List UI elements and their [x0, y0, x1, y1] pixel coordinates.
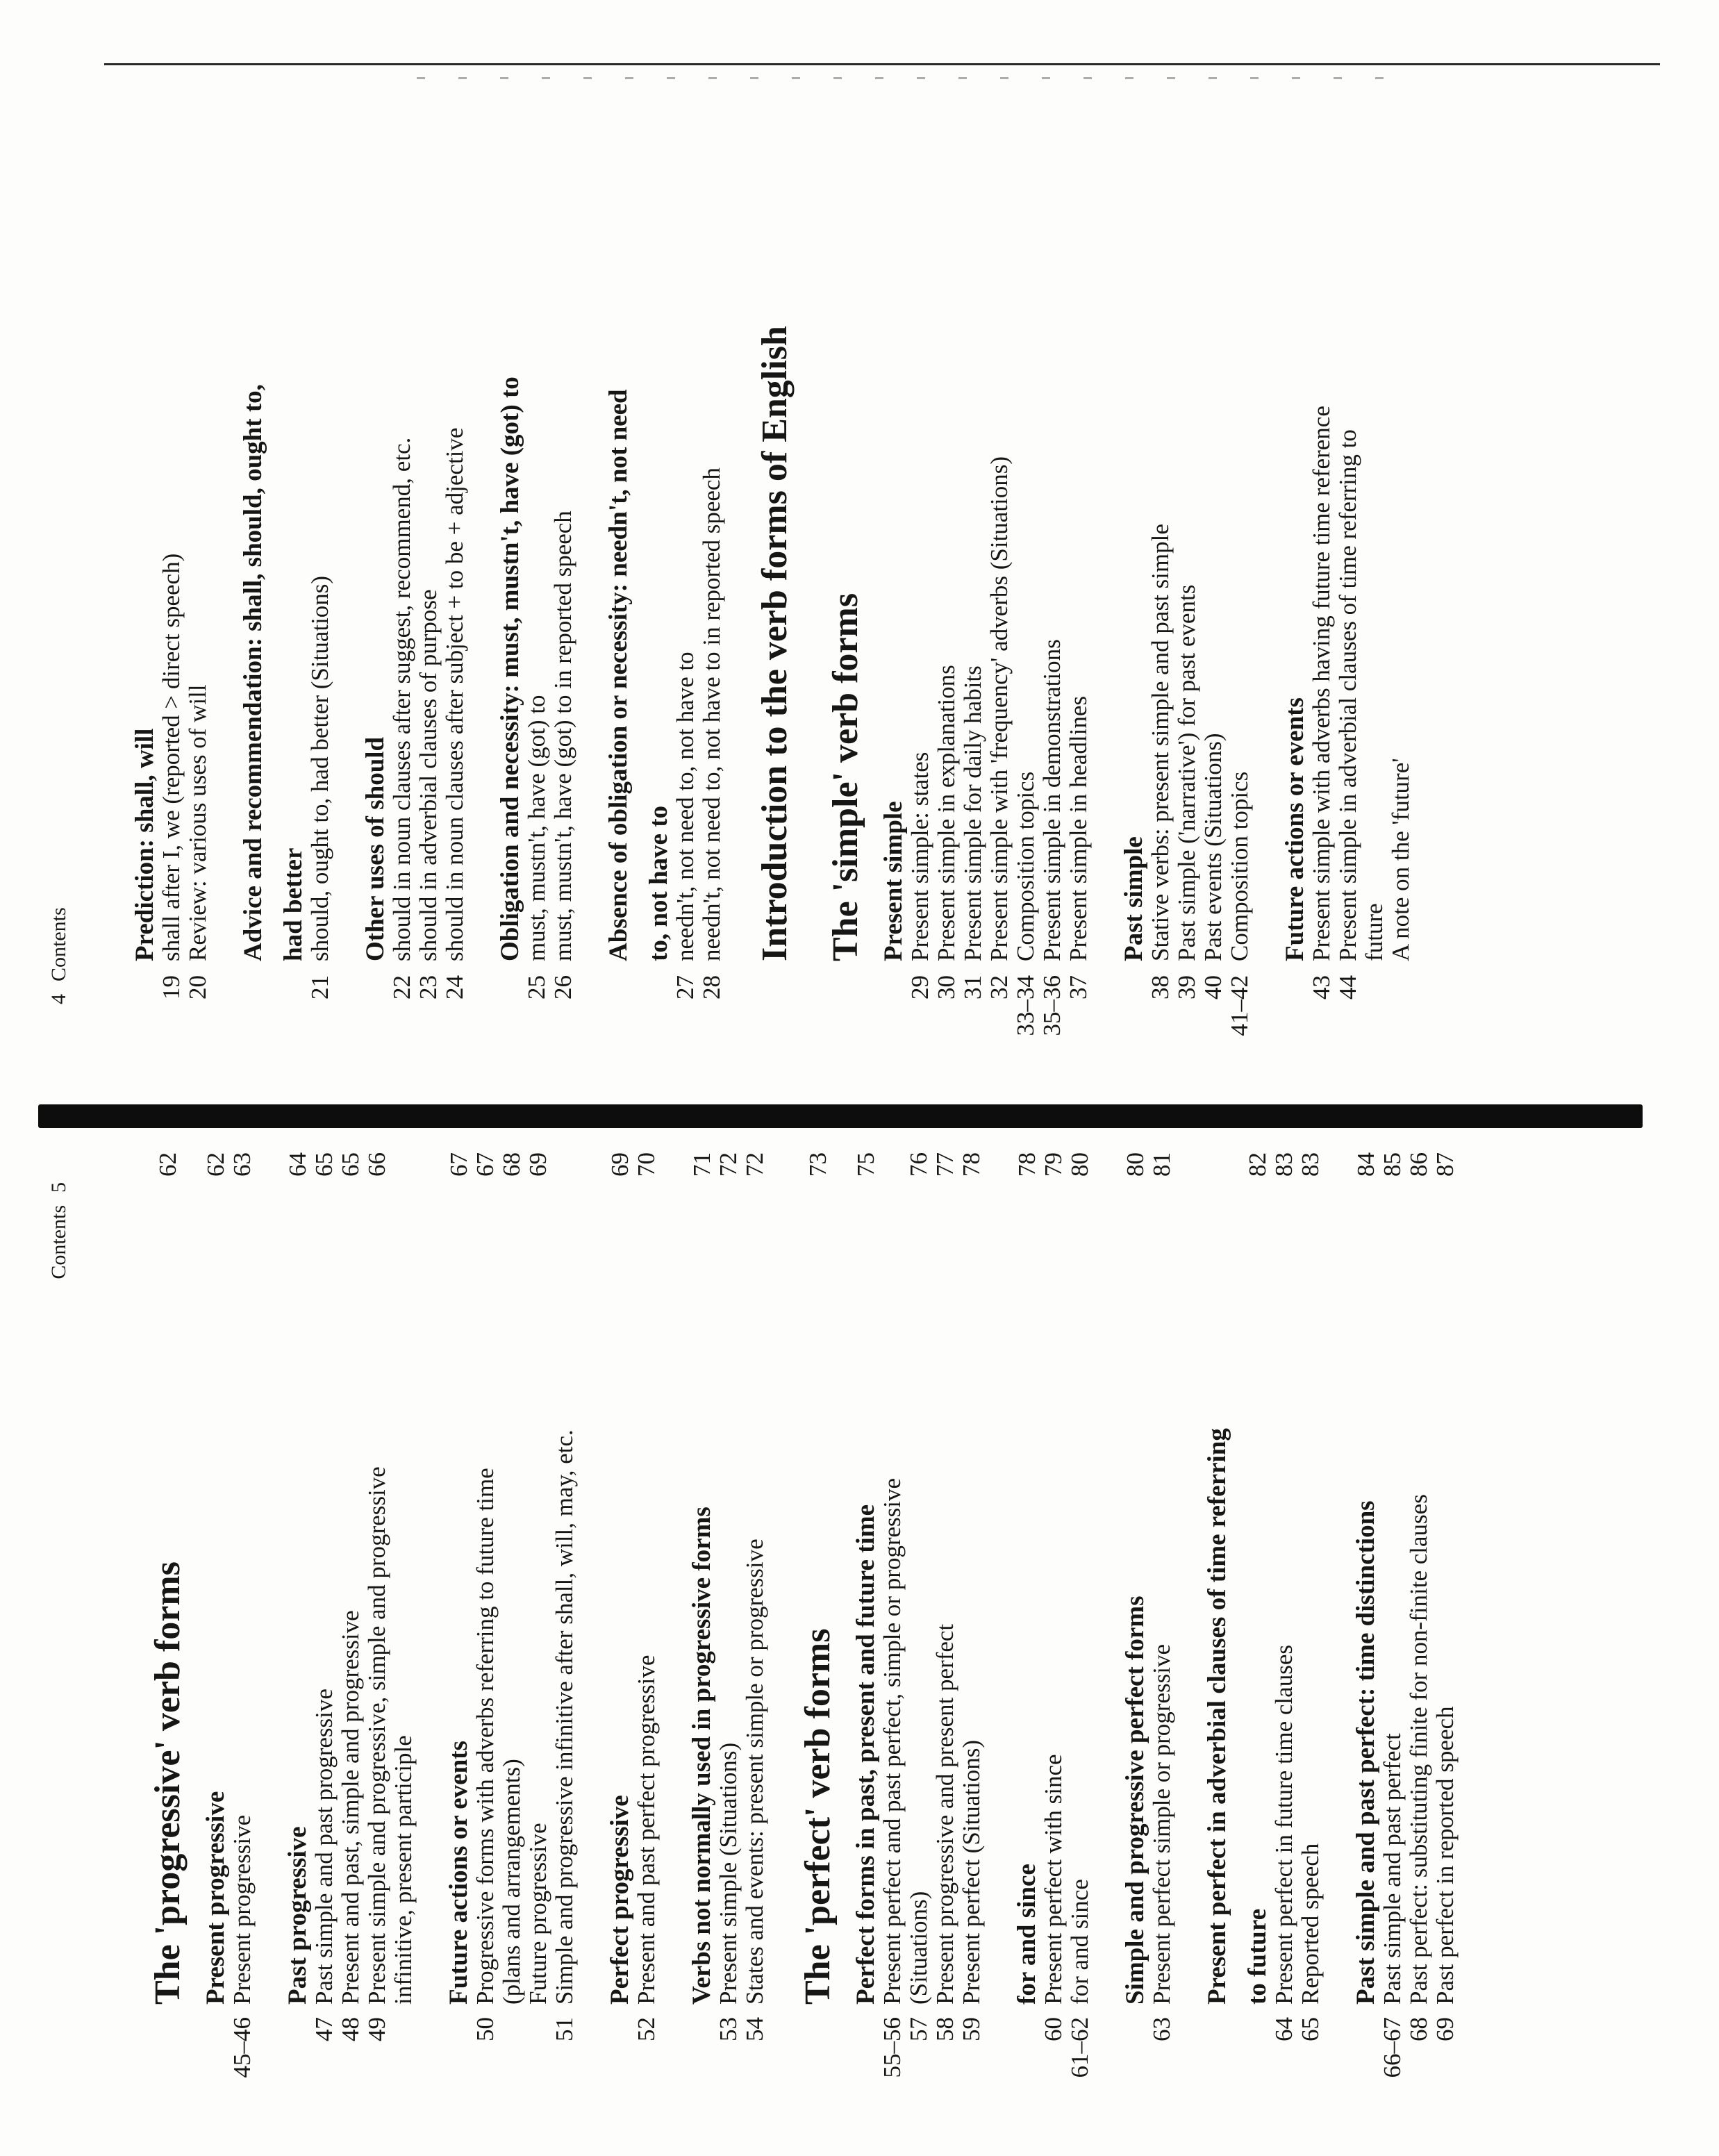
- entry-title: Present perfect in adverbial clauses of time referring: [1203, 1428, 1231, 2005]
- exercise-number: 35–36: [1038, 975, 1065, 1036]
- entry-title: Present simple with 'frequency' adverbs (Situations): [986, 456, 1013, 961]
- toc-entry: [307, 0, 333, 1100]
- entry-title: Other uses of should: [361, 736, 390, 961]
- entry-title: Past simple ('narrative') for past events: [1173, 584, 1200, 961]
- page-number: 5: [47, 1182, 70, 1193]
- exercise-number: 31: [959, 975, 986, 1000]
- toc-entry: [442, 0, 468, 1100]
- toc-entry: [524, 0, 550, 1100]
- entry-title: must, mustn't, have (got) to in reported speech: [549, 511, 576, 961]
- entry-title: to, not have to: [645, 805, 673, 961]
- entry-title: Past events (Situations): [1199, 733, 1227, 961]
- exercise-number: 30: [933, 975, 960, 1000]
- toc-section-heading: [285, 1128, 311, 2156]
- toc-spacer: [1093, 1128, 1108, 2156]
- toc-spacer: [578, 1128, 593, 2156]
- exercise-number: 38: [1147, 975, 1174, 1000]
- exercise-number: 41–42: [1226, 975, 1253, 1036]
- page-bottom-edge: [104, 63, 1660, 65]
- entry-title: Absence of obligation or necessity: needn't, not need: [604, 389, 633, 961]
- toc-entry: [1067, 1128, 1093, 2156]
- toc-section-heading: [1245, 1128, 1271, 2156]
- exercise-number: 27: [672, 975, 699, 1000]
- exercise-number: 44: [1334, 975, 1361, 1000]
- toc-section-heading: [497, 0, 524, 1100]
- exercise-number: 19: [158, 975, 185, 1000]
- toc-section-heading: [1353, 1128, 1379, 2156]
- exercise-number: 59: [958, 2017, 985, 2041]
- exercise-number: 45–46: [229, 2017, 256, 2078]
- entry-title: Present progressive: [201, 1791, 230, 2005]
- toc-section-heading: [606, 0, 632, 1100]
- toc-entries: [118, 0, 1414, 1100]
- toc-section-heading: [1014, 1128, 1040, 2156]
- toc-entry: [311, 1128, 338, 2156]
- toc-entry: [986, 0, 1013, 1100]
- toc-entry: [699, 0, 725, 1100]
- entry-title: The 'perfect' verb forms: [798, 1628, 838, 2005]
- toc-section-heading: [1121, 0, 1147, 1100]
- entry-title: Past simple and past progressive: [310, 1689, 338, 2005]
- entry-title: Present simple in adverbial clauses of time referring to: [1334, 429, 1361, 961]
- entry-title: Present progressive and present perfect: [931, 1623, 958, 2005]
- toc-entry: [1432, 1128, 1459, 2156]
- toc-entry: [229, 1128, 256, 2156]
- toc-entry: [1335, 0, 1361, 1100]
- toc-entry: [338, 1128, 364, 2156]
- toc-entry: [1065, 0, 1092, 1100]
- toc-entry: [1388, 0, 1414, 1100]
- exercise-number: 39: [1173, 975, 1200, 1000]
- toc-section-heading: [446, 1128, 472, 2156]
- entry-title: Stative verbs: present simple and past simple: [1147, 524, 1174, 961]
- toc-entry: [1379, 1128, 1406, 2156]
- entry-title: Past simple and past perfect: [1379, 1733, 1406, 2005]
- entry-title: for and since: [1013, 1864, 1041, 2005]
- entry-title: Present and past, simple and progressive: [337, 1610, 364, 2005]
- exercise-number: 48: [337, 2017, 364, 2041]
- exercise-number: 57: [905, 2017, 932, 2041]
- entry-page-number: 72: [715, 1152, 742, 1177]
- toc-spacer: [1324, 1128, 1339, 2156]
- toc-entry: [525, 1128, 551, 2156]
- entry-page-number: 65: [337, 1152, 364, 1177]
- toc-entry: [1200, 0, 1227, 1100]
- toc-chapter-heading: [797, 1128, 839, 2156]
- exercise-number: 68: [1405, 2017, 1432, 2041]
- exercise-number: 21: [306, 975, 333, 1000]
- exercise-number: 58: [931, 2017, 958, 2041]
- entry-title: Future actions or events: [1281, 697, 1309, 961]
- entry-title: should in adverbial clauses of purpose: [415, 589, 442, 961]
- exercise-number: 65: [1297, 2017, 1324, 2041]
- toc-entry: [933, 0, 960, 1100]
- entry-title: to future: [1243, 1908, 1272, 2005]
- toc-entry: [550, 0, 576, 1100]
- toc-entry: [742, 1128, 768, 2156]
- book-gutter-shadow: [38, 1104, 1643, 1128]
- entry-title: (plans and arrangements): [498, 1759, 525, 2005]
- entry-title: Future progressive: [524, 1823, 551, 2005]
- entry-title: Verbs not normally used in progressive forms: [688, 1507, 716, 2005]
- toc-spacer: [256, 1128, 271, 2156]
- toc-chapter-heading: [754, 0, 796, 1100]
- exercise-number: 54: [741, 2017, 768, 2041]
- toc-entry: [672, 0, 699, 1100]
- toc-entry: [1039, 0, 1065, 1100]
- exercise-number: 53: [715, 2017, 742, 2041]
- toc-entry: [879, 1128, 906, 2156]
- entry-page-number: 83: [1270, 1152, 1297, 1177]
- entry-title: Past perfect in reported speech: [1431, 1706, 1459, 2005]
- running-head-title: Contents: [47, 1205, 70, 1279]
- entry-title: Present perfect and past perfect, simple or progressive: [879, 1477, 906, 2005]
- entry-page-number: 66: [363, 1152, 390, 1177]
- toc-section-heading: [689, 1128, 715, 2156]
- entry-page-number: 80: [1066, 1152, 1093, 1177]
- entry-page-number: 82: [1244, 1152, 1271, 1177]
- entry-page-number: 63: [229, 1152, 256, 1177]
- toc-section-heading: [1204, 1128, 1231, 2156]
- entry-page-number: 69: [606, 1152, 633, 1177]
- entry-title: Present simple in headlines: [1065, 695, 1092, 961]
- entry-title: Present progressive: [229, 1814, 256, 2005]
- toc-spacer: [417, 1128, 432, 2156]
- entry-title: Past simple and past perfect: time distinctions: [1352, 1500, 1380, 2005]
- entry-title: Composition topics: [1226, 771, 1253, 961]
- entry-page-number: 62: [154, 1152, 181, 1177]
- entry-title: Obligation and necessity: must, mustn't, have (got) to: [496, 376, 524, 961]
- entry-page-number: 76: [905, 1152, 932, 1177]
- page-number: 4: [47, 994, 70, 1004]
- toc-entry: [1147, 0, 1174, 1100]
- toc-chapter-heading: [147, 1128, 189, 2156]
- exercise-number: 50: [472, 2017, 499, 2041]
- toc-entry: [390, 1128, 417, 2156]
- exercise-number: 61–62: [1066, 2017, 1093, 2078]
- toc-entry: [1227, 0, 1253, 1100]
- exercise-number: 60: [1040, 2017, 1067, 2041]
- entry-page-number: 83: [1297, 1152, 1324, 1177]
- entry-title: Advice and recommendation: shall, should, ought to,: [239, 384, 267, 961]
- toc-entry: [932, 1128, 958, 2156]
- exercise-number: 55–56: [879, 2017, 906, 2078]
- toc-spacer: [576, 0, 592, 1100]
- entry-page-number: 68: [498, 1152, 525, 1177]
- toc-spacer: [660, 1128, 675, 2156]
- entry-page-number: 80: [1122, 1152, 1149, 1177]
- exercise-number: 52: [633, 2017, 660, 2041]
- entry-title: Past perfect: substituting finite for non-finite clauses: [1405, 1494, 1432, 2005]
- exercise-number: 49: [363, 2017, 390, 2041]
- entry-page-number: 75: [852, 1152, 879, 1177]
- entry-title: Present and past perfect progressive: [633, 1655, 660, 2005]
- exercise-number: 28: [698, 975, 725, 1000]
- entry-title: Introduction to the verb forms of English: [755, 326, 795, 961]
- exercise-number: 69: [1431, 2017, 1459, 2041]
- entry-title: Simple and progressive perfect forms: [1121, 1595, 1149, 2005]
- exercise-number: 51: [551, 2017, 578, 2041]
- entry-page-number: 87: [1431, 1152, 1459, 1177]
- entry-title: (Situations): [905, 1891, 932, 2005]
- toc-entry: [958, 1128, 985, 2156]
- entry-page-number: 67: [445, 1152, 472, 1177]
- entry-page-number: 81: [1148, 1152, 1175, 1177]
- toc-section-heading: [1122, 1128, 1149, 2156]
- toc-chapter-heading: [825, 0, 867, 1100]
- toc-spacer: [468, 0, 483, 1100]
- toc-entry: [907, 0, 933, 1100]
- toc-section-heading: [363, 0, 389, 1100]
- toc-entry: [185, 0, 211, 1100]
- entry-page-number: 69: [524, 1152, 551, 1177]
- entry-title: Present perfect (Situations): [958, 1739, 985, 2005]
- exercise-number: 66–67: [1379, 2017, 1406, 2078]
- toc-spacer: [1253, 0, 1268, 1100]
- entry-title: The 'simple' verb forms: [826, 592, 865, 961]
- entry-title: future: [1361, 903, 1388, 961]
- exercise-number: 47: [310, 2017, 338, 2041]
- entry-title: States and events: present simple or progressive: [741, 1539, 768, 2005]
- toc-spacer: [211, 0, 226, 1100]
- toc-spacer: [1175, 1128, 1190, 2156]
- toc-entry: [551, 1128, 578, 2156]
- scan-noise: [417, 77, 1389, 79]
- exercise-number: 20: [184, 975, 211, 1000]
- toc-entry: [1174, 0, 1200, 1100]
- entry-title: infinitive, present participle: [390, 1735, 417, 2005]
- toc-section-heading: [240, 0, 267, 1100]
- running-head: [47, 907, 71, 1017]
- entry-page-number: 62: [202, 1152, 229, 1177]
- toc-entry: [1040, 1128, 1067, 2156]
- toc-entry: [472, 1128, 499, 2156]
- entry-page-number: 86: [1405, 1152, 1432, 1177]
- entry-title: Present perfect with since: [1040, 1754, 1067, 2005]
- entry-page-number: 71: [688, 1152, 715, 1177]
- toc-entry: [364, 1128, 390, 2156]
- toc-section-heading: [853, 1128, 879, 2156]
- toc-spacer: [985, 1128, 1000, 2156]
- running-head-title: Contents: [47, 907, 70, 981]
- exercise-number: 43: [1308, 975, 1335, 1000]
- toc-entry: [1271, 1128, 1297, 2156]
- exercise-number: 64: [1270, 2017, 1297, 2041]
- entry-title: needn't, not need to, not have to: [672, 652, 699, 961]
- entry-title: A note on the 'future': [1387, 758, 1414, 961]
- entry-page-number: 73: [804, 1152, 831, 1177]
- running-head: [47, 1170, 71, 1279]
- entry-page-number: 67: [472, 1152, 499, 1177]
- toc-entry: [1297, 1128, 1324, 2156]
- toc-section-heading: [132, 0, 158, 1100]
- toc-entry: [158, 0, 185, 1100]
- exercise-number: 29: [906, 975, 933, 1000]
- entry-title: Reported speech: [1297, 1843, 1324, 2005]
- entry-page-number: 78: [958, 1152, 985, 1177]
- exercise-number: 22: [388, 975, 415, 1000]
- exercise-number: 40: [1199, 975, 1227, 1000]
- toc-entry: [1149, 1128, 1175, 2156]
- contents-page-5: [0, 1128, 1719, 2156]
- entry-title: Present simple (Situations): [715, 1742, 742, 2005]
- entry-title: Present perfect simple or progressive: [1148, 1643, 1175, 2005]
- entry-title: Composition topics: [1012, 771, 1039, 961]
- entry-title: Present simple: states: [906, 752, 933, 961]
- entry-title: Present simple in explanations: [933, 665, 960, 961]
- entry-page-number: 72: [741, 1152, 768, 1177]
- toc-entry: [960, 0, 986, 1100]
- exercise-number: 33–34: [1012, 975, 1039, 1036]
- toc-entry: [715, 1128, 742, 2156]
- entry-title: must, mustn't, have (got) to: [523, 695, 550, 961]
- entry-title: Perfect progressive: [606, 1795, 634, 2005]
- entry-title: Future actions or events: [445, 1741, 473, 2005]
- entry-title: Progressive forms with adverbs referring to future time: [472, 1468, 499, 2005]
- entry-title: Review: various uses of will: [184, 684, 211, 961]
- entry-title: Present simple: [879, 801, 908, 961]
- exercise-number: 23: [415, 975, 442, 1000]
- entry-title: should in noun clauses after subject + to be + adjective: [441, 427, 468, 961]
- exercise-number: 24: [441, 975, 468, 1000]
- toc-spacer: [333, 0, 349, 1100]
- entry-page-number: 85: [1379, 1152, 1406, 1177]
- toc-entry: [499, 1128, 525, 2156]
- entry-page-number: 65: [310, 1152, 338, 1177]
- entry-title: Past progressive: [283, 1826, 312, 2005]
- toc-entry: [415, 0, 442, 1100]
- toc-section-heading: [281, 0, 307, 1100]
- toc-entry: [389, 0, 415, 1100]
- exercise-number: 63: [1148, 2017, 1175, 2041]
- exercise-number: 32: [986, 975, 1013, 1000]
- entry-title: Simple and progressive infinitive after shall, will, may, etc.: [551, 1429, 578, 2005]
- exercise-number: 37: [1065, 975, 1092, 1000]
- toc-entry: [906, 1128, 932, 2156]
- exercise-number: 26: [549, 975, 576, 1000]
- entry-title: Present simple for daily habits: [959, 665, 986, 961]
- toc-section-heading: [1282, 0, 1309, 1100]
- toc-entry: [1361, 0, 1388, 1100]
- entry-page-number: 77: [931, 1152, 958, 1177]
- entry-title: Present perfect in future time clauses: [1270, 1645, 1297, 2005]
- entry-page-number: 70: [633, 1152, 660, 1177]
- entry-page-number: 79: [1040, 1152, 1067, 1177]
- entry-title: Past simple: [1120, 836, 1148, 961]
- entry-title: had better: [279, 847, 308, 961]
- entry-title: Present simple with adverbs having future time reference: [1308, 406, 1335, 961]
- toc-entry: [633, 1128, 660, 2156]
- exercise-number: 25: [523, 975, 550, 1000]
- entry-page-number: 84: [1352, 1152, 1379, 1177]
- toc-section-heading: [203, 1128, 229, 2156]
- toc-spacer: [1092, 0, 1107, 1100]
- toc-section-heading: [607, 1128, 633, 2156]
- entry-title: Present simple in demonstrations: [1038, 639, 1065, 961]
- entry-title: Perfect forms in past, present and future time: [852, 1504, 880, 2005]
- toc-entry: [1406, 1128, 1432, 2156]
- entry-page-number: 78: [1013, 1152, 1040, 1177]
- entry-title: Present simple and progressive, simple and progressive: [363, 1466, 390, 2005]
- entry-title: needn't, not need to, not have to in reported speech: [698, 467, 725, 961]
- entry-title: for and since: [1066, 1879, 1093, 2005]
- entry-page-number: 64: [284, 1152, 311, 1177]
- entry-title: Prediction: shall, will: [131, 728, 159, 961]
- entry-title: shall after I, we (reported > direct speech): [158, 553, 185, 961]
- entry-title: The 'progressive' verb forms: [148, 1561, 188, 2005]
- toc-section-heading: [646, 0, 672, 1100]
- entry-title: should in noun clauses after suggest, recommend, etc.: [388, 437, 415, 961]
- toc-section-heading: [881, 0, 907, 1100]
- toc-entries: [118, 1128, 1459, 2156]
- entry-title: should, ought to, had better (Situations): [306, 575, 333, 961]
- toc-entry: [1309, 0, 1335, 1100]
- toc-entry: [1013, 0, 1039, 1100]
